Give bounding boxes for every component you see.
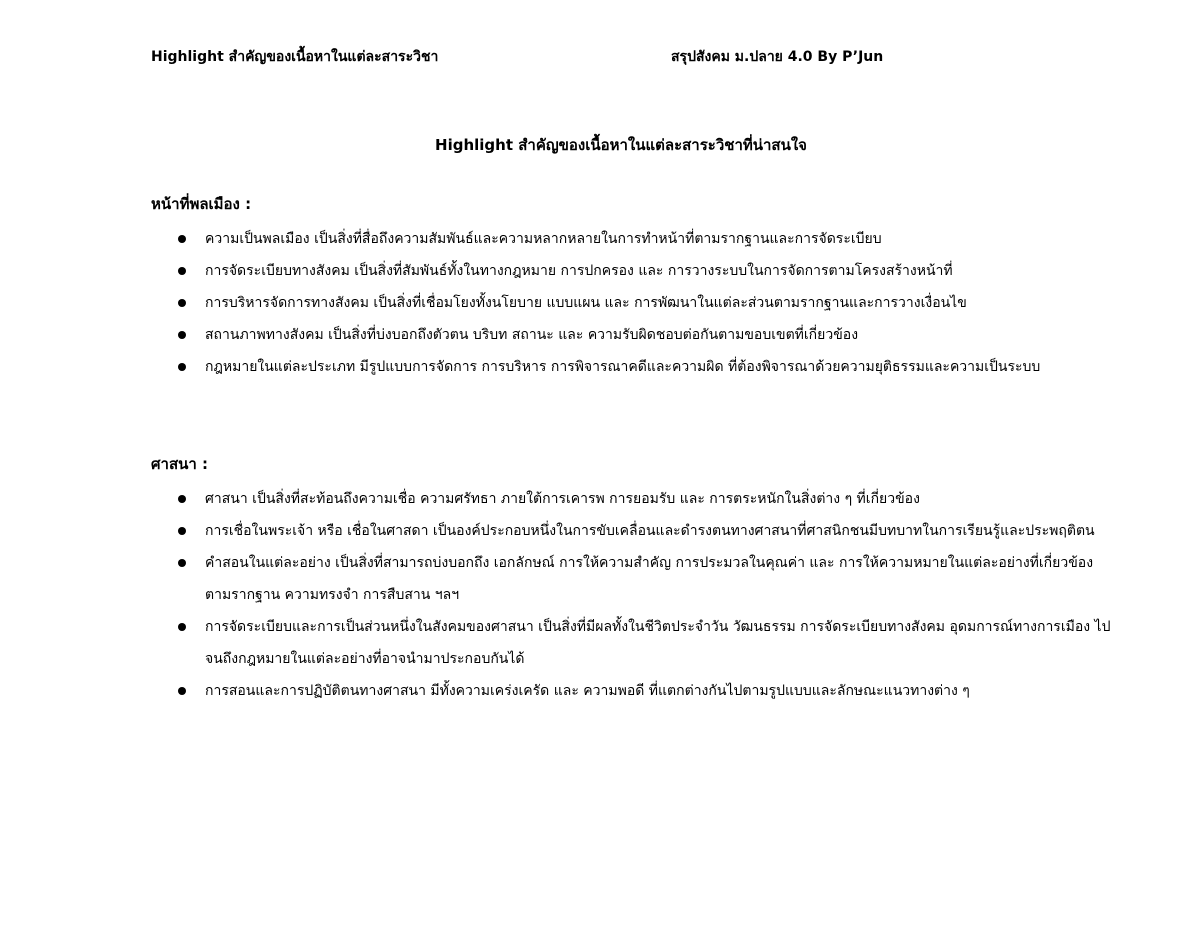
bullet-icon (178, 495, 186, 503)
document-title: Highlight สำคัญของเนื้อหาในแต่ละสาระวิชาที่น่าสนใจ (435, 136, 807, 154)
list-item (151, 223, 1111, 255)
section-civic-duties (151, 193, 1111, 383)
list-item-text: การบริหารจัดการทางสังคม เป็นสิ่งที่เชื่อมโยงทั้งนโยบาย แบบแผน และ การพัฒนาในแต่ละส่วนตามรากฐานและการวางเงื่อนไข (205, 295, 967, 311)
bullet-icon (178, 331, 186, 339)
list-item-text: สถานภาพทางสังคม เป็นสิ่งที่บ่งบอกถึงตัวตน บริบท สถานะ และ ความรับผิดชอบต่อกันตามขอบเขตที่เกี่ยวข้อง (205, 327, 859, 343)
list-item-text: การสอนและการปฏิบัติตนทางศาสนา มีทั้งความเคร่งเครัด และ ความพอดี ที่แตกต่างกันไปตามรูปแบบและลักษณะแนวทางต่าง ๆ (205, 683, 970, 699)
list-item-text: การจัดระเบียบและการเป็นส่วนหนึ่งในสังคมของศาสนา เป็นสิ่งที่มีผลทั้งในชีวิตประจำวัน วัฒนธรรม การจัดระเบียบทางสังคม อุดมการณ์ทางการเมือง ไปจนถึงกฎหมายในแต่ละอย่างที่อาจนำมาประกอบกันได้ (205, 619, 1111, 667)
list-item-text: การจัดระเบียบทางสังคม เป็นสิ่งที่สัมพันธ์ทั้งในทางกฎหมาย การปกครอง และ การวางระบบในการจัดการตามโครงสร้างหน้าที่ (205, 263, 953, 279)
list-item (151, 547, 1111, 611)
list-item (151, 611, 1111, 675)
list-item-text: การเชื่อในพระเจ้า หรือ เชื่อในศาสดา เป็นองค์ประกอบหนึ่งในการขับเคลื่อนและดำรงตนทางศาสนาที่ศาสนิกชนมีบทบาทในการเรียนรู้และประพฤติตน (205, 523, 1095, 539)
list-item (151, 675, 1111, 707)
bullet-icon (178, 527, 186, 535)
list-item (151, 515, 1111, 547)
section-religion (151, 453, 1111, 707)
list-item (151, 287, 1111, 319)
list-item-text: กฎหมายในแต่ละประเภท มีรูปแบบการจัดการ การบริหาร การพิจารณาคดีและความผิด ที่ต้องพิจารณาด้วยความยุติธรรมและความเป็นระบบ (205, 359, 1041, 375)
bullet-icon (178, 235, 186, 243)
list-item (151, 483, 1111, 515)
list-item-text: ศาสนา เป็นสิ่งที่สะท้อนถึงความเชื่อ ความศรัทธา ภายใต้การเคารพ การยอมรับ และ การตระหนักในสิ่งต่าง ๆ ที่เกี่ยวข้อง (205, 491, 920, 507)
list-item-text: คำสอนในแต่ละอย่าง เป็นสิ่งที่สามารถบ่งบอกถึง เอกลักษณ์ การให้ความสำคัญ การประมวลในคุณค่า และ การให้ความหมายในแต่ละอย่างที่เกี่ยวข้องตามรากฐาน ความทรงจำ การสืบสาน ฯลฯ (205, 555, 1094, 603)
list-item-text: ความเป็นพลเมือง เป็นสิ่งที่สื่อถึงความสัมพันธ์และความหลากหลายในการทำหน้าที่ตามรากฐานและการจัดระเบียบ (205, 231, 882, 247)
section-heading: หน้าที่พลเมือง : (151, 195, 252, 213)
section-heading: ศาสนา : (151, 455, 208, 473)
bullet-list (151, 483, 1111, 707)
list-item (151, 255, 1111, 287)
list-item (151, 351, 1111, 383)
bullet-icon (178, 687, 186, 695)
running-header-left: Highlight สำคัญของเนื้อหาในแต่ละสาระวิชา (151, 49, 439, 65)
bullet-icon (178, 299, 186, 307)
bullet-list (151, 223, 1111, 383)
list-item (151, 319, 1111, 351)
bullet-icon (178, 623, 186, 631)
running-header-right: สรุปสังคม ม.ปลาย 4.0 By P’Jun (671, 49, 884, 65)
bullet-icon (178, 559, 186, 567)
bullet-icon (178, 363, 186, 371)
bullet-icon (178, 267, 186, 275)
